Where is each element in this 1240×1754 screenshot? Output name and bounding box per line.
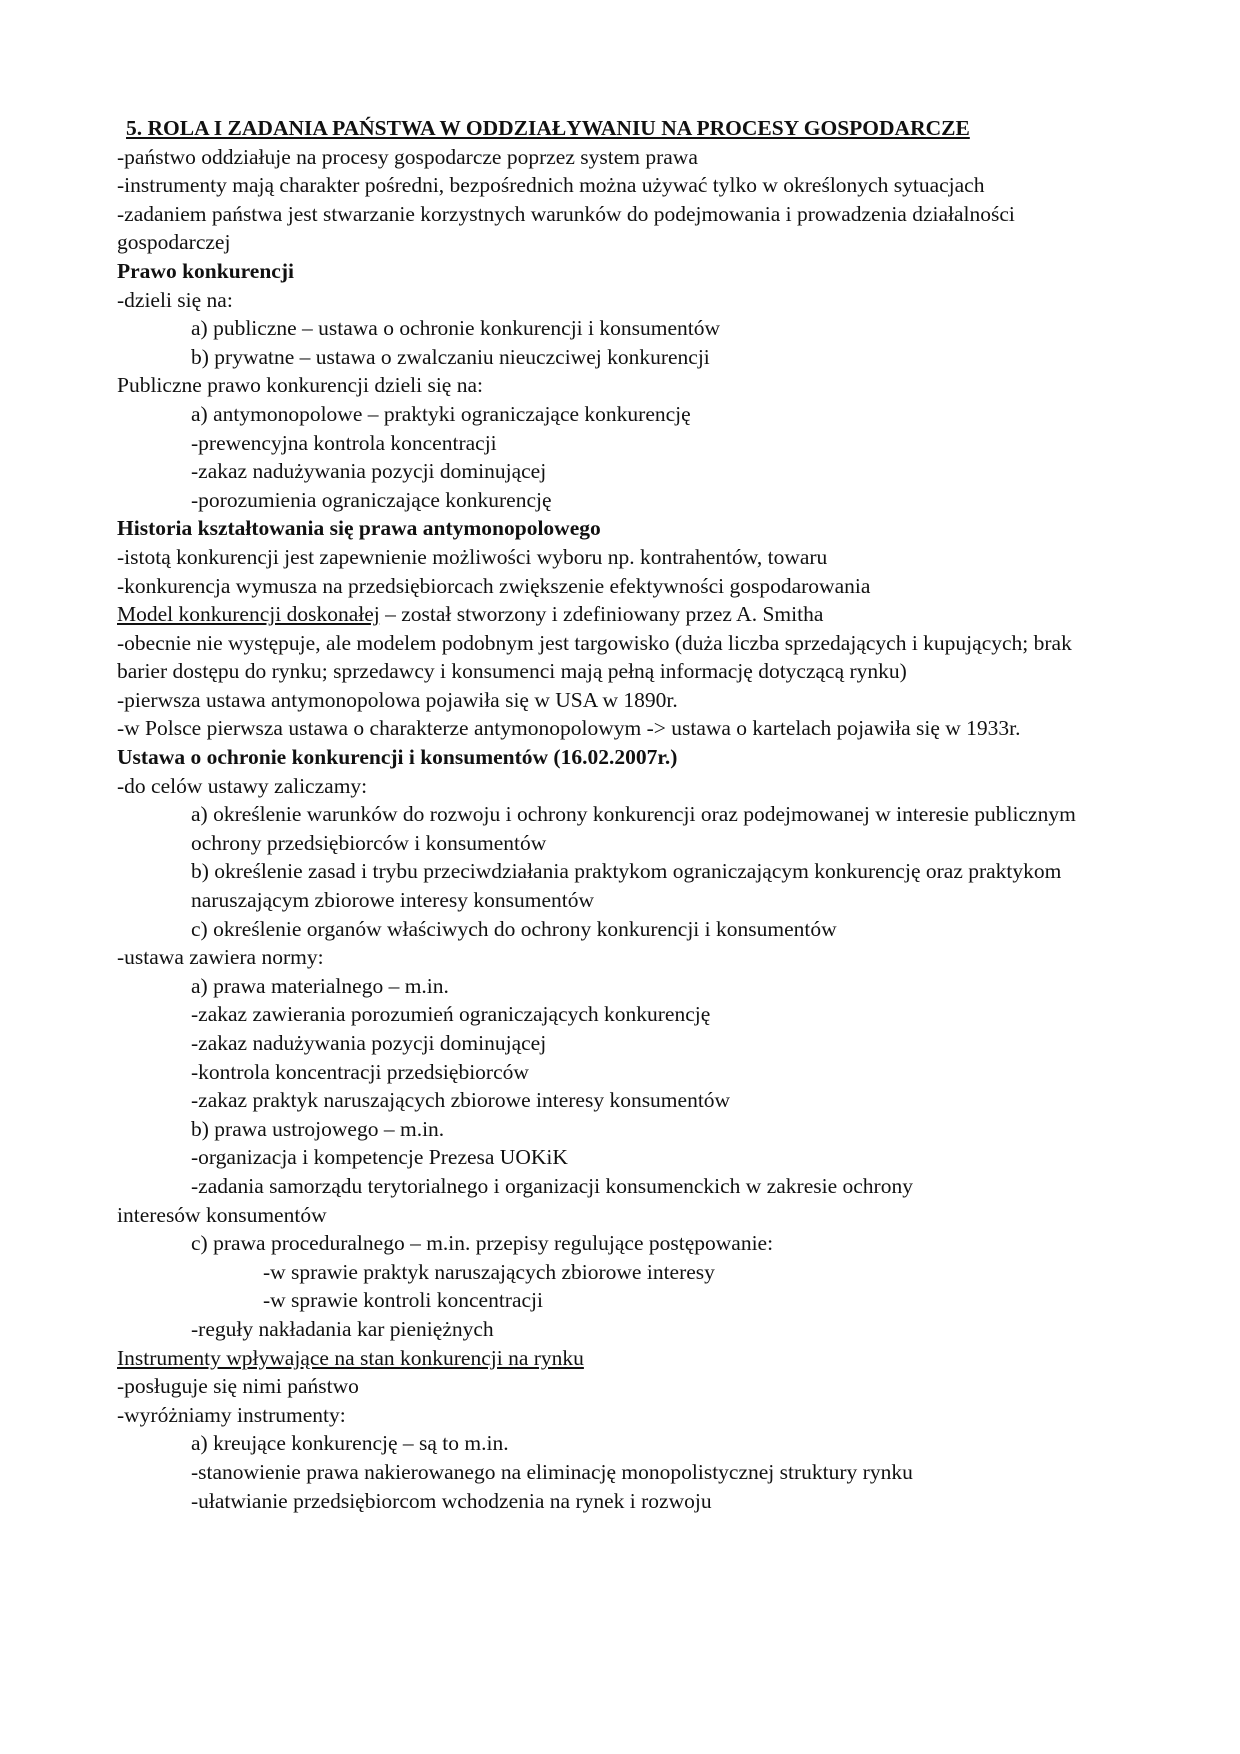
text-line: Publiczne prawo konkurencji dzieli się na: <box>117 373 483 398</box>
text-line: -państwo oddziałuje na procesy gospodarcze poprzez system prawa <box>117 144 698 169</box>
list-item: -organizacja i kompetencje Prezesa UOKiK <box>191 1145 568 1170</box>
list-item: c) prawa proceduralnego – m.in. przepisy regulujące postępowanie: <box>191 1231 774 1256</box>
list-item: -stanowienie prawa nakierowanego na eliminację monopolistycznej struktury rynku <box>191 1459 913 1484</box>
list-item: -w sprawie praktyk naruszających zbiorowe interesy <box>263 1259 715 1284</box>
text-line: -dzieli się na: <box>117 287 233 312</box>
list-item: -zadania samorządu terytorialnego i organizacji konsumenckich w zakresie ochrony <box>191 1173 913 1198</box>
section-heading: Prawo konkurencji <box>117 258 294 283</box>
list-item: a) określenie warunków do rozwoju i ochrony konkurencji oraz podejmowanej w interesie publicznym ochrony przedsiębiorców i konsumentów <box>191 802 1076 855</box>
list-item: -zakaz nadużywania pozycji dominującej <box>191 459 547 484</box>
list-item: b) prawa ustrojowego – m.in. <box>191 1116 445 1141</box>
list-item: a) antymonopolowe – praktyki ograniczające konkurencję <box>191 401 691 426</box>
text-line: -w Polsce pierwsza ustawa o charakterze antymonopolowym -> ustawa o kartelach pojawiła się w 1933r. <box>117 716 1021 741</box>
text-line: -do celów ustawy zaliczamy: <box>117 773 368 798</box>
text-line: -istotą konkurencji jest zapewnienie możliwości wyboru np. kontrahentów, towaru <box>117 544 828 569</box>
list-item: a) kreujące konkurencję – są to m.in. <box>191 1431 509 1456</box>
text-line: -konkurencja wymusza na przedsiębiorcach zwiększenie efektywności gospodarowania <box>117 573 871 598</box>
section-heading: Ustawa o ochronie konkurencji i konsumentów (16.02.2007r.) <box>117 745 678 770</box>
list-item: -porozumienia ograniczające konkurencję <box>191 487 552 512</box>
list-item: -zakaz zawierania porozumień ograniczających konkurencję <box>191 1002 711 1027</box>
text-line <box>117 600 1127 629</box>
section-heading: Historia kształtowania się prawa antymonopolowego <box>117 516 601 541</box>
list-item: -zakaz nadużywania pozycji dominującej <box>191 1031 547 1055</box>
list-item: -prewencyjna kontrola koncentracji <box>191 430 497 455</box>
list-item: b) określenie zasad i trybu przeciwdziałania praktykom ograniczającym konkurencję oraz praktykom naruszającym zbiorowe interesy konsumentów <box>191 859 1062 913</box>
text-fragment: – został stworzony i zdefiniowany przez A. Smitha <box>379 602 824 627</box>
list-item: -w sprawie kontroli koncentracji <box>263 1288 544 1313</box>
list-item: a) prawa materialnego – m.in. <box>191 973 449 998</box>
list-item: -kontrola koncentracji przedsiębiorców <box>191 1059 529 1084</box>
document-title: 5. ROLA I ZADANIA PAŃSTWA W ODDZIAŁYWANIU NA PROCESY GOSPODARCZE <box>126 116 970 140</box>
list-item: b) prywatne – ustawa o zwalczaniu nieuczciwej konkurencji <box>191 344 710 369</box>
subsection-heading: Instrumenty wpływające na stan konkurencji na rynku <box>117 1345 584 1370</box>
text-line: interesów konsumentów <box>117 1202 327 1227</box>
text-line: -pierwsza ustawa antymonopolowa pojawiła się w USA w 1890r. <box>117 687 678 712</box>
text-line: -wyróżniamy instrumenty: <box>117 1402 346 1427</box>
list-item: -reguły nakładania kar pieniężnych <box>191 1316 494 1341</box>
text-line: -ustawa zawiera normy: <box>117 945 324 970</box>
text-line: -instrumenty mają charakter pośredni, bezpośrednich można używać tylko w określonych sytuacjach <box>117 173 985 198</box>
list-item: c) określenie organów właściwych do ochrony konkurencji i konsumentów <box>191 916 837 941</box>
document-body <box>117 114 1127 1515</box>
list-item: -ułatwianie przedsiębiorcom wchodzenia na rynek i rozwoju <box>191 1488 712 1513</box>
list-item: -zakaz praktyk naruszających zbiorowe interesy konsumentów <box>191 1088 731 1113</box>
text-line: -obecnie nie występuje, ale modelem podobnym jest targowisko (duża liczba sprzedających i kupujących; brak barier dostępu do rynku; sprzedawcy i konsumenci mają pełną informację dotyczącą rynku) <box>117 630 1072 684</box>
underlined-term: Model konkurencji doskonałej <box>117 602 380 627</box>
list-item: a) publiczne – ustawa o ochronie konkurencji i konsumentów <box>191 316 720 341</box>
text-line: -zadaniem państwa jest stwarzanie korzystnych warunków do podejmowania i prowadzenia działalności gospodarczej <box>117 201 1015 255</box>
text-line: -posługuje się nimi państwo <box>117 1374 359 1399</box>
